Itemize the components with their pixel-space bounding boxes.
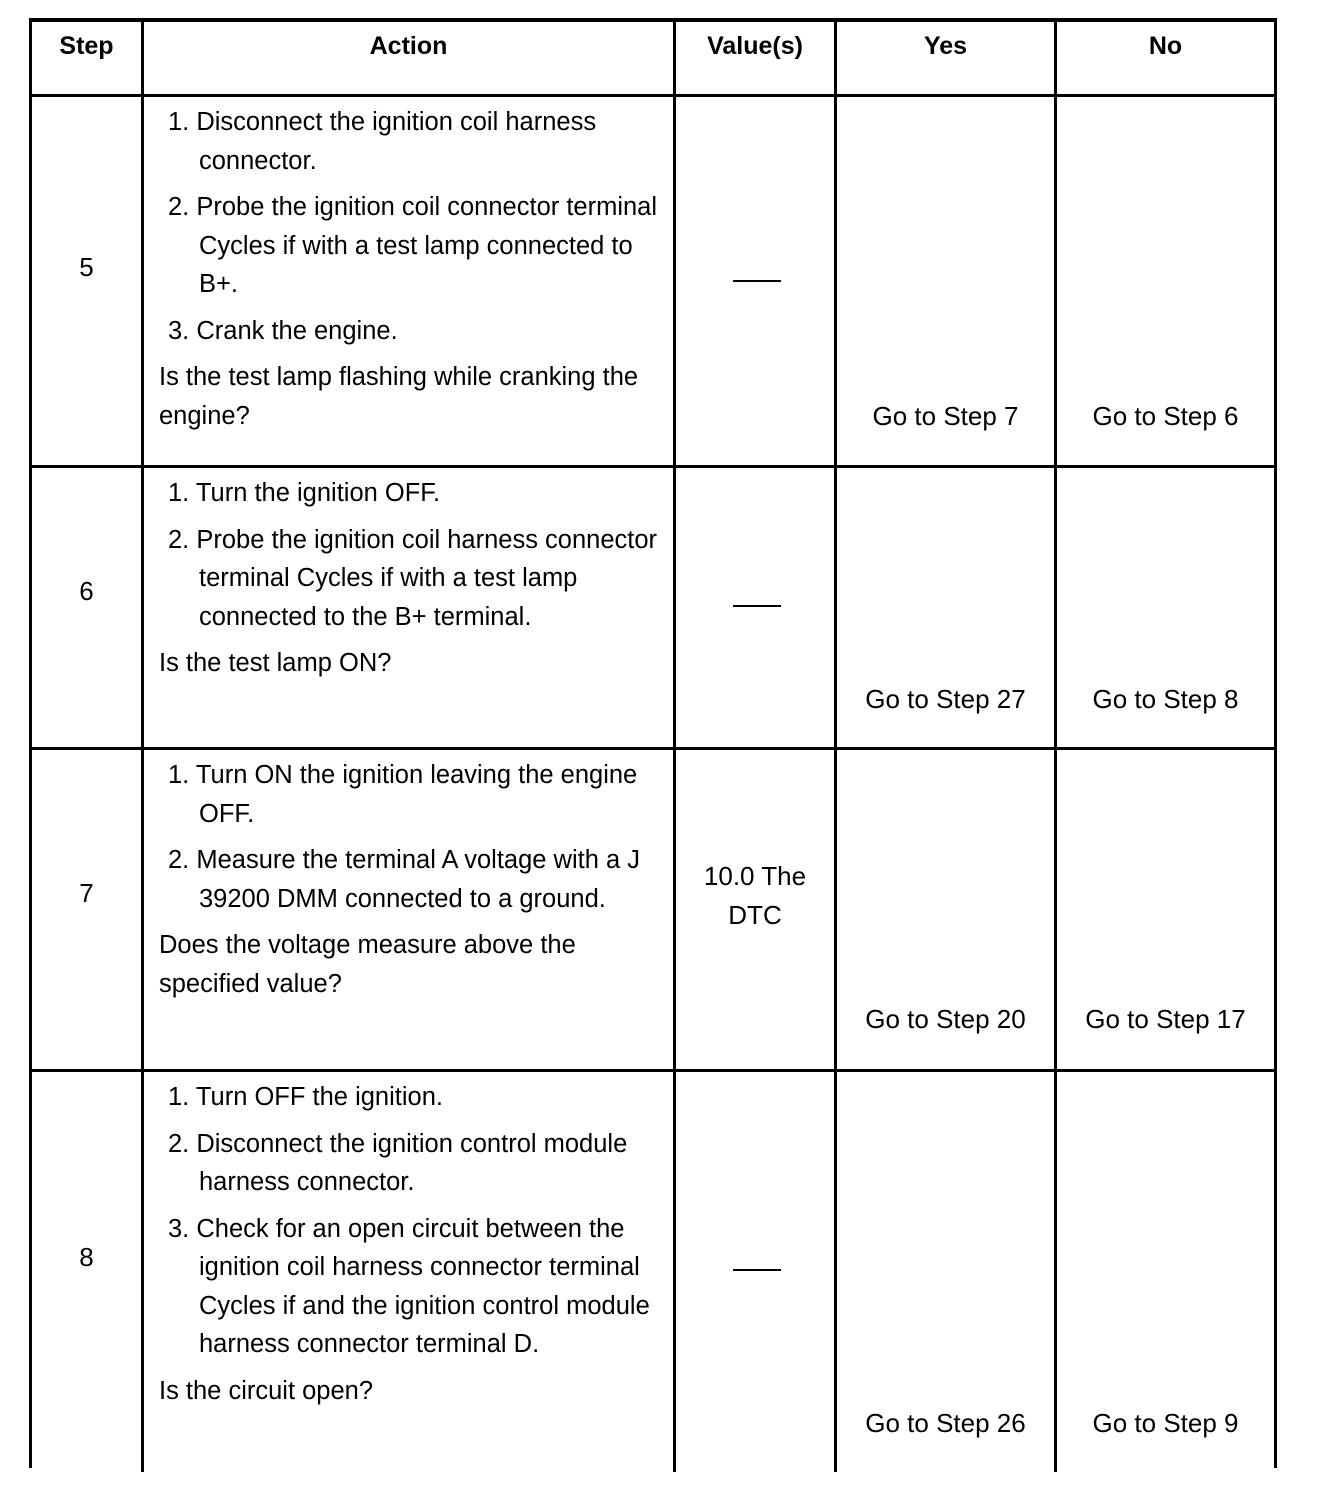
action-question: Is the circuit open? [159,1376,374,1405]
value-cell [676,468,837,747]
action-item: 2. Disconnect the ignition control module harness connector. [168,1129,628,1196]
yes-cell [837,97,1057,465]
action-item: 1. Disconnect the ignition coil harness connector. [168,108,597,175]
header-no: No [1148,32,1183,60]
table-header-row [32,22,1274,97]
diagnostic-table-sheet [29,18,1277,1468]
action-item: 2. Probe the ignition coil connector terminal Cycles if with a test lamp connected to B+. [168,193,658,298]
yes-cell [837,1072,1057,1472]
no-answer: Go to Step 6 [1092,401,1239,431]
header-values-cell [676,22,837,94]
header-yes-cell [837,22,1057,94]
action-cell [144,97,676,465]
no-answer: Go to Step 8 [1092,684,1239,714]
action-cell [144,1072,676,1472]
yes-answer: Go to Step 7 [872,401,1019,431]
header-step-cell [32,22,144,94]
action-item: 3. Crank the engine. [168,316,398,345]
action-item: 2. Probe the ignition coil harness connector terminal Cycles if with a test lamp connected to the B+ terminal. [168,525,658,631]
action-question: Is the test lamp ON? [159,649,392,677]
value-text: 10.0 The DTC [703,861,807,930]
step-cell [32,97,144,465]
header-values: Value(s) [707,32,803,60]
step-number: 8 [79,1242,94,1272]
action-question: Is the test lamp flashing while cranking the engine? [159,363,639,430]
action-question: Does the voltage measure above the specified value? [159,931,576,998]
header-no-cell [1057,22,1274,94]
value-cell [676,750,837,1069]
action-item: 1. Turn ON the ignition leaving the engine OFF. [168,761,638,828]
no-answer: Go to Step 9 [1092,1408,1239,1438]
action-cell [144,750,676,1069]
action-list [159,1078,663,1410]
no-value-dash [733,1269,781,1271]
step-cell [32,468,144,747]
diagnostic-table [29,18,1277,1468]
header-action-cell [144,22,676,94]
step-number: 7 [79,878,94,908]
action-list [159,103,663,435]
no-value-dash [733,280,781,282]
table-row-step-8 [32,1072,1274,1472]
action-item: 1. Turn the ignition OFF. [168,479,441,507]
step-cell [32,750,144,1069]
step-number: 6 [79,576,94,606]
value-cell [676,97,837,465]
table-row-step-6 [32,468,1274,750]
value-cell [676,1072,837,1472]
yes-answer: Go to Step 26 [865,1408,1026,1438]
header-yes: Yes [923,32,968,60]
yes-cell [837,468,1057,747]
no-cell [1057,97,1274,465]
no-cell [1057,750,1274,1069]
header-action: Action [369,32,448,60]
action-cell [144,468,676,747]
yes-answer: Go to Step 27 [865,684,1026,714]
yes-cell [837,750,1057,1069]
no-value-dash [733,605,781,607]
no-cell [1057,468,1274,747]
action-list [159,756,663,1003]
action-list [159,474,663,683]
step-number: 5 [79,252,94,282]
table-row-step-5 [32,97,1274,468]
table-row-step-7 [32,750,1274,1072]
no-answer: Go to Step 17 [1085,1004,1246,1034]
yes-answer: Go to Step 20 [865,1004,1026,1034]
action-item: 1. Turn OFF the ignition. [168,1083,443,1111]
action-item: 2. Measure the terminal A voltage with a J 39200 DMM connected to a ground. [168,846,640,913]
action-item: 3. Check for an open circuit between the ignition coil harness connector terminal Cycles if and the ignition control module harness connector terminal D. [168,1214,650,1358]
step-cell [32,1072,144,1472]
header-step: Step [59,32,114,60]
no-cell [1057,1072,1274,1472]
